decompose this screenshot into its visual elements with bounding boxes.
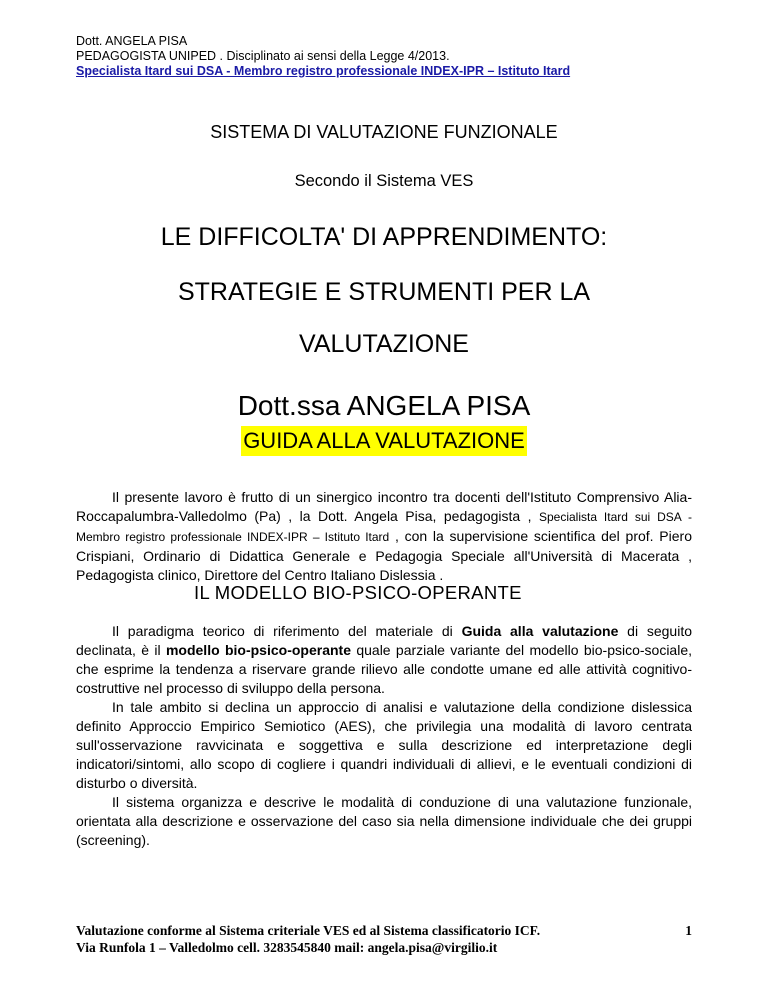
header-author: Dott. ANGELA PISA [76, 34, 188, 48]
section-body [76, 622, 692, 850]
footer-line2: Via Runfola 1 – Valledolmo cell. 3283545840 mail: angela.pisa@virgilio.it [76, 940, 498, 955]
page-footer [76, 922, 692, 956]
p2-text-a: In tale ambito si declina un approccio di analisi e valutazione della condizione dislessica definito Approccio Empirico Semiotico (AES), che privilegia una modalità di lavoro centrata sull'osservazione ravvicinata e soggettiva e sulla descrizione ed interpretazione degli indicatori/sintomi, allo scopo di cogliere i quandri individuali di allievi, e le eventuali condizioni di [76, 699, 692, 772]
intro-text-1: Il presente lavoro è frutto di un sinergico incontro tra docenti dell'Istituto Comprensivo Alia-Roccapalumbra-Valledolmo (Pa) , la Dott. Angela Pisa, pedagogista , [76, 489, 692, 524]
header-specialist-link[interactable]: Specialista Itard sui DSA - Membro registro professionale INDEX-IPR – Istituto Itard [76, 64, 571, 78]
guide-heading: GUIDA ALLA VALUTAZIONE [241, 426, 527, 456]
intro-paragraph [76, 488, 692, 585]
section-paragraph-3: Il sistema organizza e descrive le modalità di conduzione di una valutazione funzionale, orientata alla descrizione e osservazione del caso sia nella dimensione individuale che dei gruppi (screening). [76, 794, 692, 848]
intro-text-2: , con la supervisione scientifica del prof. Piero Crispiani, Ordinario di Didattica Generale e Pedagogia Speciale all'Università di Macerata , Pedagogista clinico, Direttore del Centro Italiano Dislessia . [76, 528, 692, 583]
section-heading: IL MODELLO BIO-PSICO-OPERANTE [194, 582, 522, 603]
system-title: SISTEMA DI VALUTAZIONE FUNZIONALE [210, 122, 558, 142]
p2-text-b: disturbo o diversità. [76, 775, 198, 791]
p1-text-e: quale parziale variante del modello bio-psico-sociale, che esprime la tendenza a riservare grande rilievo alle condotte umane ed alle attività cognitivo-costruttive nel processo di sviluppo della persona. [76, 642, 693, 696]
footer-line1: Valutazione conforme al Sistema criteriale VES ed al Sistema classificatorio ICF. [76, 923, 541, 938]
p1-text-c: di seguito declinata, è il [76, 623, 692, 658]
system-subtitle: Secondo il Sistema VES [294, 172, 474, 190]
section-paragraph-1 [76, 622, 692, 698]
p1-bold-guide: Guida alla valutazione [461, 623, 619, 639]
p1-bold-model: modello bio-psico-operante [165, 642, 351, 658]
header-qualification: PEDAGOGISTA UNIPED . Disciplinato ai sensi della Legge 4/2013. [76, 49, 450, 63]
author-name: Dott.ssa ANGELA PISA [237, 390, 531, 421]
main-title-line1: LE DIFFICOLTA' DI APPRENDIMENTO: [160, 223, 608, 251]
guide-heading-wrap [0, 426, 768, 456]
section-paragraph-2 [76, 698, 692, 793]
main-title-line3: VALUTAZIONE [299, 330, 469, 358]
page-number: 1 [685, 923, 692, 938]
page-header [76, 34, 570, 79]
p1-text-a: Il paradigma teorico di riferimento del materiale di [112, 623, 462, 639]
intro-text-small: Specialista Itard sui DSA - Membro registro professionale INDEX-IPR – Istituto Itard [76, 510, 692, 544]
main-title-line2: STRATEGIE E STRUMENTI PER LA [177, 278, 591, 306]
